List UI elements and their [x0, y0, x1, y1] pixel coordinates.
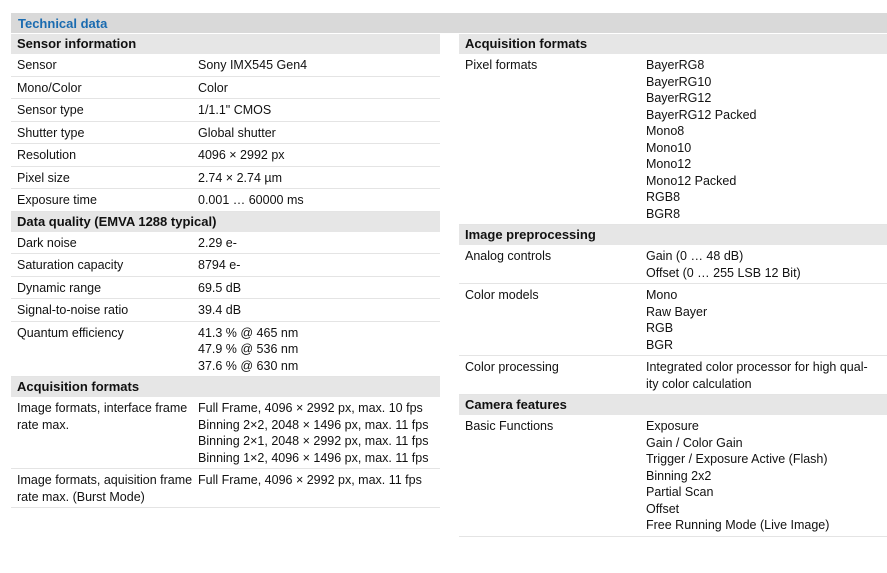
spec-value-line: 1/1.1" CMOS [198, 103, 272, 117]
spec-label: Pixel size [17, 170, 70, 185]
spec-value [198, 257, 440, 274]
spec-value-line: BGR [646, 337, 674, 352]
spec-value-line: Free Running Mode (Live Image) [646, 518, 830, 532]
spec-row-color-models [459, 284, 887, 356]
spec-label: Mono/Color [17, 80, 82, 95]
section-heading-acquisition-formats: Acquisition formats [459, 34, 887, 54]
spec-row-signal-to-noise-ratio [11, 299, 440, 322]
spec-value-line: Mono8 [646, 124, 685, 138]
section-heading-sensor-information: Sensor information [11, 34, 440, 54]
spec-value [646, 359, 887, 392]
spec-row-dynamic-range [11, 277, 440, 300]
spec-label: Quantum efficiency [17, 325, 124, 340]
spec-value-line: Full Frame, 4096 × 2992 px, max. 10 fps [198, 401, 423, 415]
spec-label: Image formats, aquisition frame rate max. (Burst Mode) [17, 473, 193, 504]
spec-row-saturation-capacity [11, 254, 440, 277]
spec-value [198, 400, 440, 466]
section-heading-data-quality-emva-1288-typical: Data quality (EMVA 1288 typical) [11, 212, 440, 232]
spec-row-exposure-time [11, 189, 440, 212]
spec-row-sensor-type [11, 99, 440, 122]
spec-label: Saturation capacity [17, 258, 124, 272]
spec-row-dark-noise [11, 232, 440, 255]
spec-label: Resolution [17, 148, 77, 162]
spec-label: Image formats, interface frame rate max. [17, 401, 188, 432]
spec-row-color-processing [459, 356, 887, 395]
spec-value-line: 8794 e- [198, 258, 241, 272]
spec-value-line: BGR8 [646, 206, 681, 221]
spec-value-line: Gain / Color Gain [646, 435, 743, 450]
spec-value-line: Binning 2×1, 2048 × 2992 px, max. 11 fps [198, 434, 429, 448]
spec-value-line: Mono10 [646, 140, 692, 155]
spec-value-line: Offset (0 … 255 LSB 12 Bit) [646, 265, 801, 280]
spec-value [198, 302, 440, 319]
spec-value-line: BayerRG8 [646, 58, 705, 72]
spec-value [198, 280, 440, 297]
spec-value-line: RGB [646, 321, 674, 335]
spec-row-shutter-type [11, 122, 440, 145]
spec-label: Analog controls [465, 249, 552, 263]
spec-value-line: 41.3 % @ 465 nm [198, 325, 299, 340]
spec-row-analog-controls [459, 245, 887, 284]
spec-value-line: Global shutter [198, 125, 276, 140]
spec-value-line: 47.9 % @ 536 nm [198, 342, 299, 356]
spec-value [198, 170, 440, 187]
spec-value-line: ity color calculation [646, 376, 752, 391]
section-heading-acquisition-formats: Acquisition formats [11, 377, 440, 397]
spec-value [198, 102, 440, 119]
spec-label: Color processing [465, 360, 559, 374]
spec-value-line: 0.001 … 60000 ms [198, 193, 304, 207]
spec-value-line: Color [198, 80, 228, 95]
spec-label: Pixel formats [465, 58, 538, 72]
spec-value-line: Mono12 [646, 157, 692, 171]
spec-value-line: Binning 1×2, 4096 × 1496 px, max. 11 fps [198, 450, 429, 465]
spec-value-line: Integrated color processor for high qual- [646, 360, 868, 374]
spec-value-line: Raw Bayer [646, 304, 708, 319]
spec-value-line: Mono [646, 288, 678, 302]
spec-label: Exposure time [17, 193, 97, 207]
spec-label: Sensor [17, 58, 57, 72]
spec-value-line: BayerRG10 [646, 74, 712, 89]
spec-value [198, 147, 440, 164]
spec-row-resolution [11, 144, 440, 167]
spec-row-pixel-formats [459, 54, 887, 225]
spec-value [198, 472, 440, 505]
spec-label: Shutter type [17, 125, 85, 140]
spec-row-image-formats-interface-frame-rate-max [11, 397, 440, 469]
spec-value-line: Full Frame, 4096 × 2992 px, max. 11 fps [198, 473, 422, 487]
spec-value-line: 39.4 dB [198, 303, 242, 317]
spec-label: Dark noise [17, 235, 77, 250]
spec-label: Signal-to-noise ratio [17, 303, 129, 317]
right-column [459, 34, 887, 537]
spec-row-sensor [11, 54, 440, 77]
spec-value-line: Binning 2×2, 2048 × 1496 px, max. 11 fps [198, 417, 429, 432]
spec-row-basic-functions [459, 415, 887, 537]
spec-value [646, 418, 887, 534]
spec-value [646, 248, 887, 281]
spec-value-line: 4096 × 2992 px [198, 148, 285, 162]
spec-value [646, 57, 887, 222]
left-column [11, 34, 440, 508]
spec-label: Color models [465, 288, 539, 302]
spec-value [198, 325, 440, 375]
spec-value-line: Offset [646, 501, 680, 516]
spec-value-line: 37.6 % @ 630 nm [198, 358, 299, 373]
spec-value-line: Gain (0 … 48 dB) [646, 249, 744, 263]
spec-value-line: Exposure [646, 419, 699, 433]
spec-value-line: Trigger / Exposure Active (Flash) [646, 452, 828, 466]
title-bar [11, 13, 887, 33]
spec-value [646, 287, 887, 353]
spec-value-line: 2.29 e- [198, 235, 237, 250]
spec-value [198, 235, 440, 252]
spec-value-line: 2.74 × 2.74 µm [198, 170, 282, 185]
spec-value-line: Binning 2x2 [646, 468, 712, 483]
spec-value-line: BayerRG12 Packed [646, 107, 757, 122]
spec-value [198, 192, 440, 209]
spec-value-line: BayerRG12 [646, 91, 712, 105]
spec-value [198, 57, 440, 74]
page-title: Technical data [18, 16, 108, 31]
spec-row-mono-color [11, 77, 440, 100]
spec-value-line: RGB8 [646, 190, 681, 204]
spec-label: Dynamic range [17, 280, 102, 295]
spec-row-pixel-size [11, 167, 440, 190]
section-heading-image-preprocessing: Image preprocessing [459, 225, 887, 245]
spec-label: Sensor type [17, 103, 84, 117]
spec-label: Basic Functions [465, 419, 554, 433]
spec-value [198, 125, 440, 142]
spec-value-line: Partial Scan [646, 485, 714, 499]
spec-row-image-formats-aquisition-frame-rate-max-burst-mode [11, 469, 440, 508]
spec-value [198, 80, 440, 97]
spec-value-line: Mono12 Packed [646, 173, 737, 188]
spec-value-line: Sony IMX545 Gen4 [198, 58, 308, 72]
spec-value-line: 69.5 dB [198, 280, 242, 295]
section-heading-camera-features: Camera features [459, 395, 887, 415]
spec-row-quantum-efficiency [11, 322, 440, 378]
